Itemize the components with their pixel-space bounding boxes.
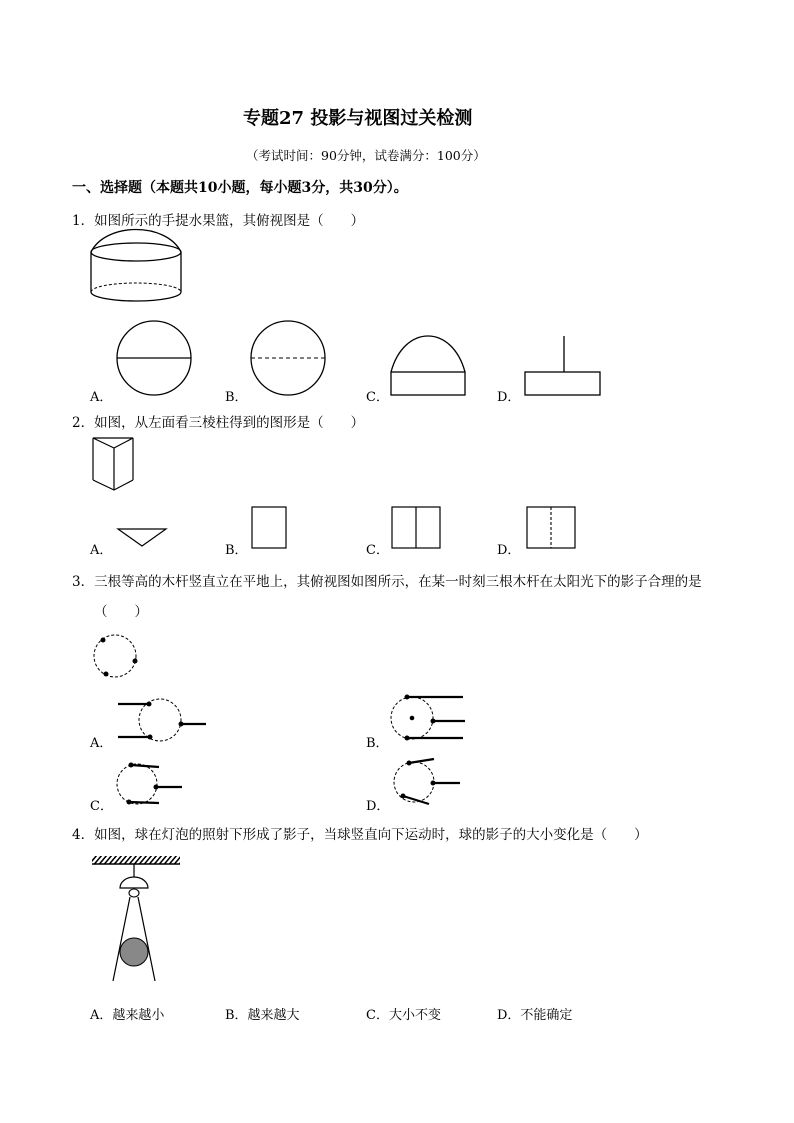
q2-option-b: B． [225,543,248,558]
q2-option-d-figure [526,506,578,550]
q3-option-b: B． [366,736,389,751]
q3-option-c: C． [90,799,113,814]
lamp-ball-figure [90,855,182,985]
q1-option-d: D． [497,390,521,405]
q2-option-a: A． [90,543,113,558]
section-heading: 一、选择题（本题共10小题，每小题3分，共30分）。 [72,180,408,196]
question-1-stem: 1．如图所示的手提水果篮，其俯视图是（ ） [72,213,365,229]
q4-option-b: B．越来越大 [225,1008,300,1023]
question-4-stem: 4．如图，球在灯泡的照射下形成了影子，当球竖直向下运动时，球的影子的大小变化是（ ） [72,827,648,843]
q1-option-b: B． [225,390,248,405]
triangular-prism-figure [92,436,137,494]
three-poles-top-view [93,634,141,682]
q3-option-d-figure [392,758,464,808]
question-3-stem-cont: （ ） [94,604,148,620]
page-title: 专题27 投影与视图过关检测 [243,108,473,129]
question-3-stem: 3．三根等高的木杆竖直立在平地上，其俯视图如图所示，在某一时刻三根木杆在太阳光下的影子合理的是 [72,574,702,590]
q1-option-b-figure [249,320,329,400]
q2-option-c-figure [391,506,443,550]
q4-option-d: D．不能确定 [497,1008,573,1023]
q3-option-b-figure [389,693,467,743]
q1-option-a-figure [115,320,195,400]
q1-option-c-figure [390,334,470,398]
question-2-stem: 2．如图，从左面看三棱柱得到的图形是（ ） [72,415,365,431]
q2-option-a-figure [117,528,169,550]
q4-option-c: C．大小不变 [366,1008,441,1023]
q2-option-c: C． [366,543,389,558]
q3-option-a: A． [90,736,113,751]
q1-option-a: A． [90,390,113,405]
q1-option-c: C． [366,390,389,405]
q3-option-d: D． [366,799,390,814]
q1-option-d-figure [524,334,604,398]
q2-option-d: D． [497,543,521,558]
q3-option-a-figure [116,696,210,744]
q3-option-c-figure [116,762,186,810]
q2-option-b-figure [251,506,289,550]
q4-option-a: A．越来越小 [90,1008,165,1023]
fruit-basket-figure [86,234,186,304]
exam-info: （考试时间：90分钟，试卷满分：100分） [246,148,486,163]
